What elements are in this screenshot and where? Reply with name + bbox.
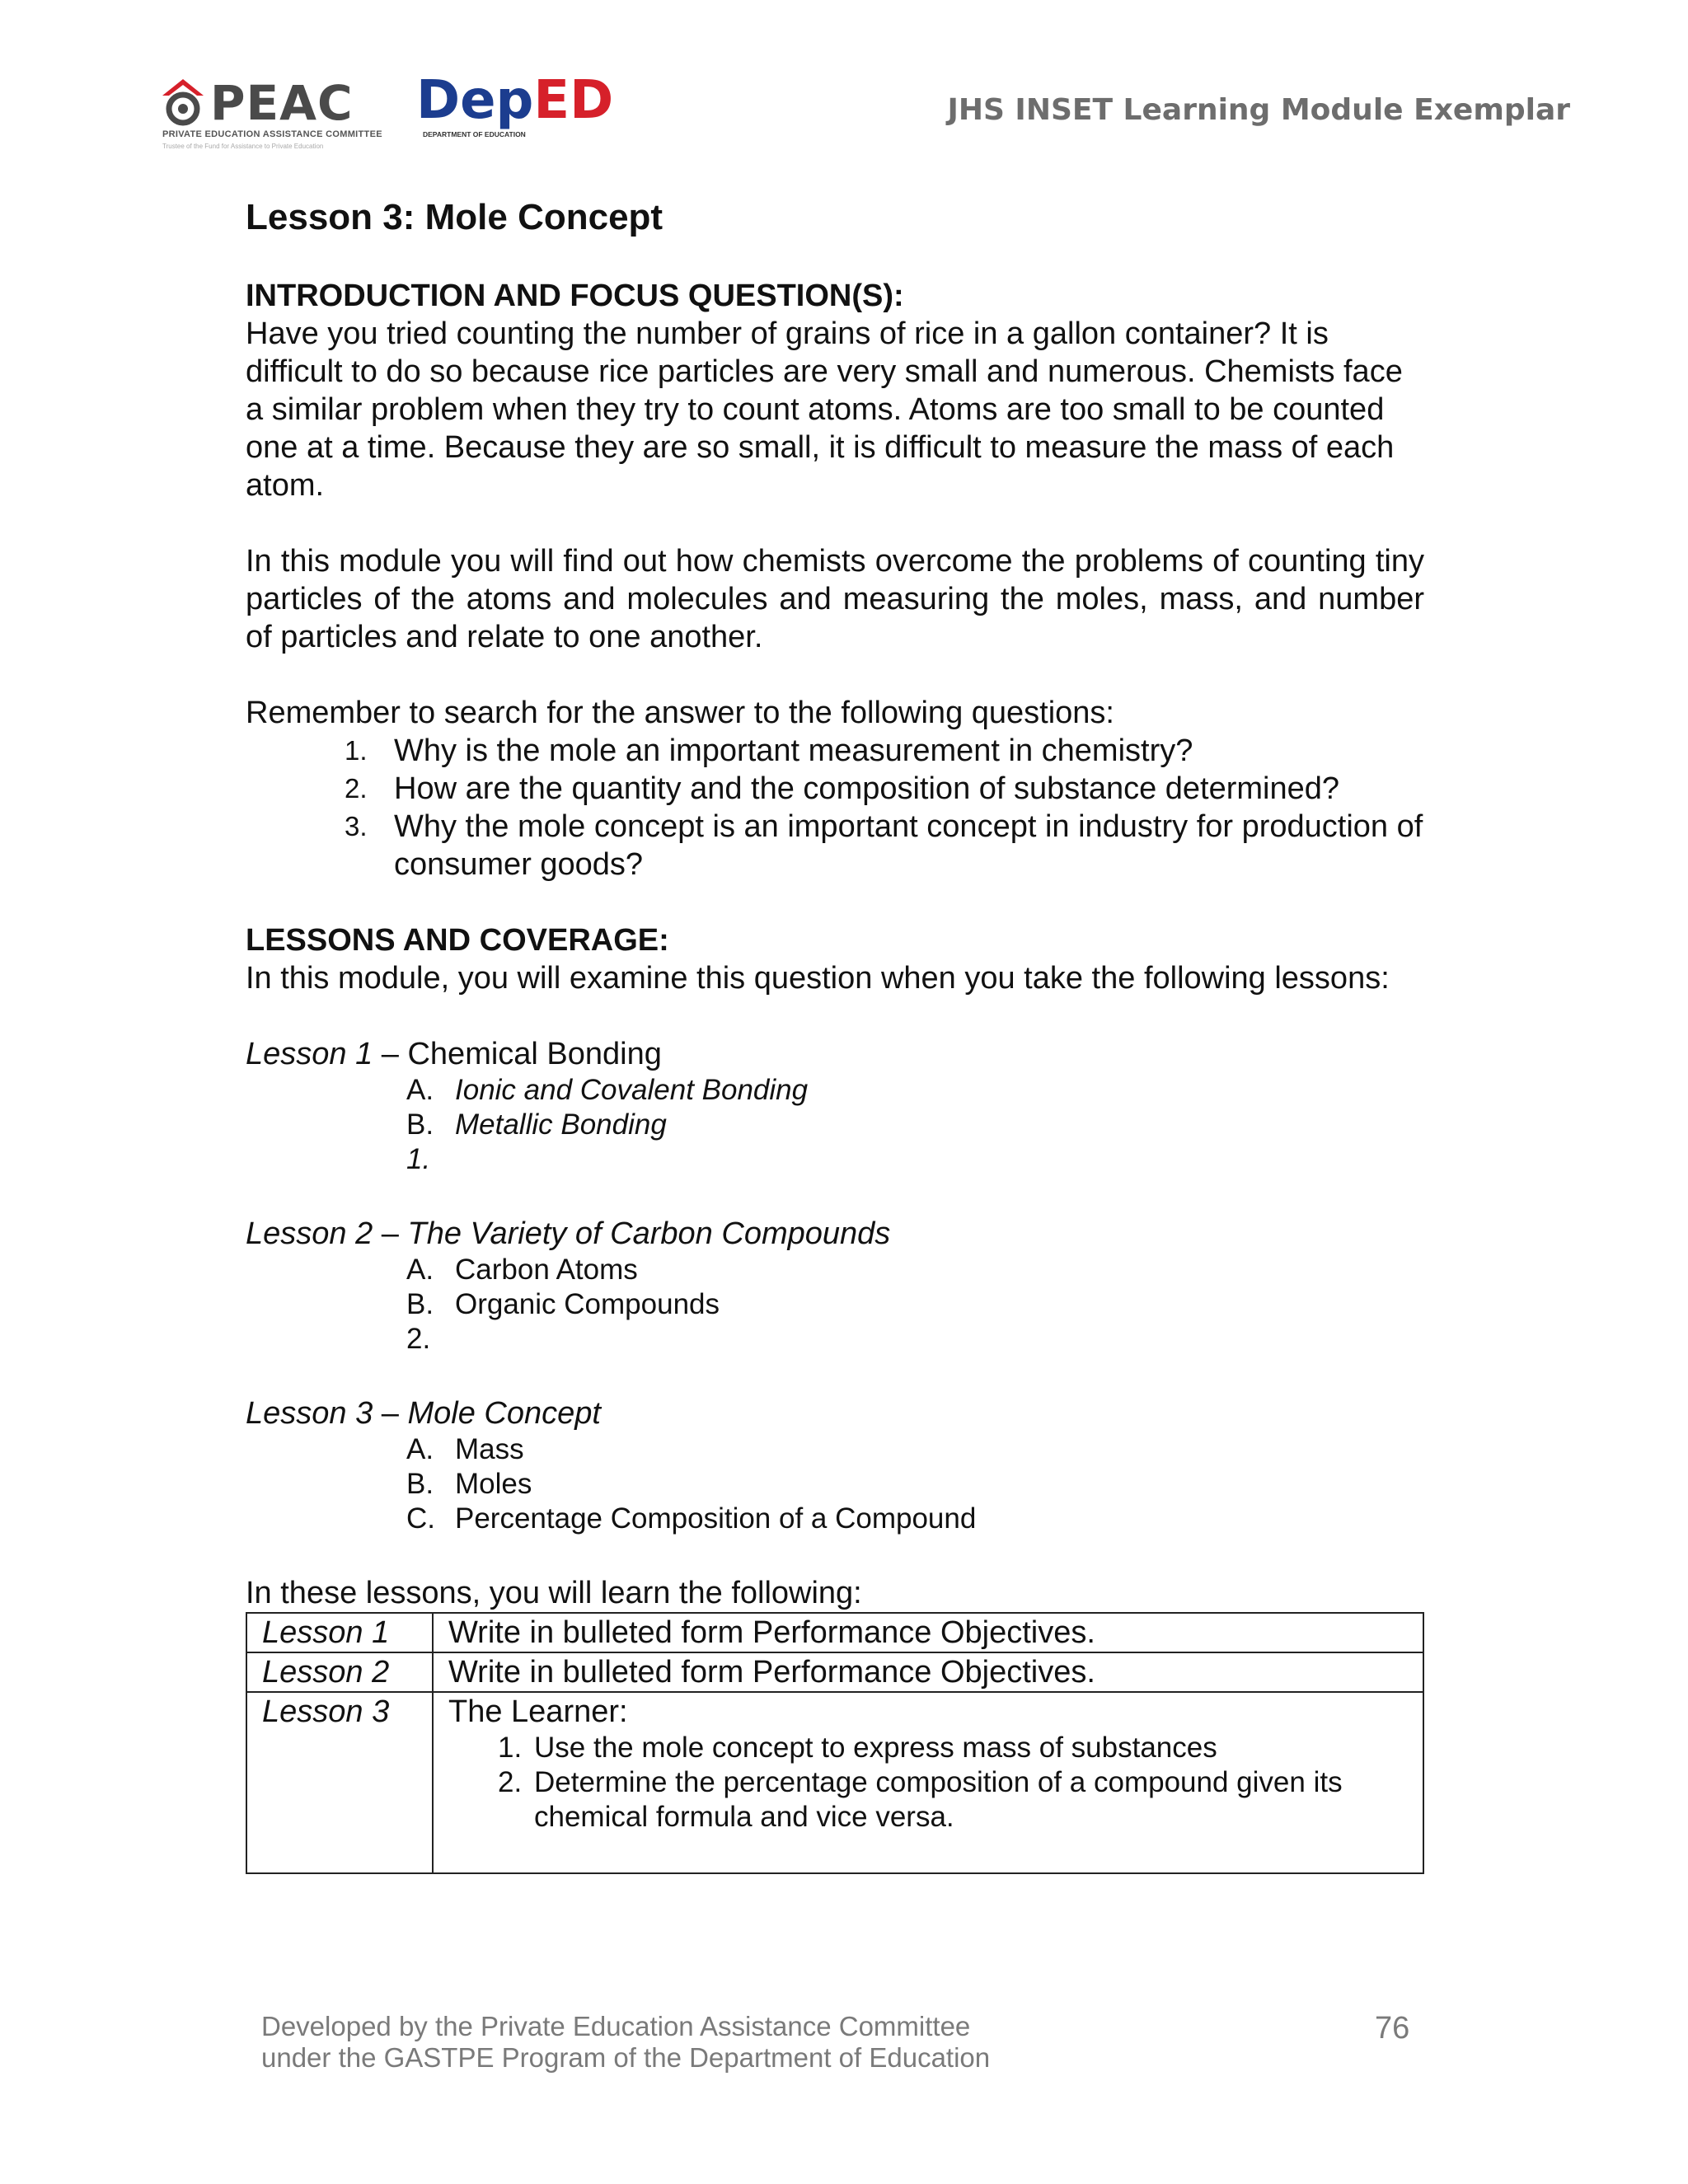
table-row [246,1613,1423,1652]
lesson-1-heading: Lesson 1 – Chemical Bonding [246,1037,662,1071]
table-cell-objective: Write in bulleted form Performance Objectives. [433,1652,1423,1692]
list-item: 2. How are the quantity and the composition of substance determined? [345,771,1340,806]
intro-paragraph-1: Have you tried counting the number of grains of rice in a gallon container? It is difficult to do so because rice particles are very small and numerous. Chemists face a similar problem when they try to count atoms. Atoms are too small to be counted one at a time. Because they are so small, it is difficult to measure the mass of each atom. [246,316,1403,503]
list-item: 1. [406,1143,431,1175]
footer-line-2: under the GASTPE Program of the Department of Education [261,2042,991,2073]
list-item: 1. Why is the mole an important measurement in chemistry? [345,733,1193,768]
learn-lead: In these lessons, you will learn the following: [246,1576,862,1610]
learner-objectives-list [448,1731,1408,1835]
objectives-table [246,1612,1424,1874]
coverage-heading: LESSONS AND COVERAGE: [246,923,669,958]
lesson-title: Lesson 3: Mole Concept [246,197,663,237]
table-cell-lesson: Lesson 1 [246,1613,433,1652]
lesson-2-topics [246,1253,1424,1357]
list-item: A. Carbon Atoms [406,1254,638,1286]
module-header-title: JHS INSET Learning Module Exemplar [947,93,1570,127]
table-cell-lesson: Lesson 3 [246,1692,433,1873]
lesson-3-heading: Lesson 3 – Mole Concept [246,1396,601,1431]
lesson-2-heading: Lesson 2 – The Variety of Carbon Compounds [246,1216,891,1251]
footer-credit [261,2011,990,2074]
lesson-3-topics [246,1432,1424,1536]
list-item: B. Moles [406,1468,532,1500]
table-cell-objective [433,1692,1423,1873]
page-content [246,194,1424,1874]
table-cell-lesson: Lesson 2 [246,1652,433,1692]
list-item: C. Percentage Composition of a Compound [406,1502,977,1535]
table-row [246,1652,1423,1692]
list-item: 1. Use the mole concept to express mass of substances [498,1732,1217,1764]
list-item: A. Ionic and Covalent Bonding [406,1074,809,1106]
questions-lead: Remember to search for the answer to the following questions: [246,696,1114,730]
list-item: B. Metallic Bonding [406,1108,667,1141]
lesson-1-topics [246,1073,1424,1177]
coverage-lead: In this module, you will examine this question when you take the following lessons: [246,961,1390,996]
peac-wordmark: PEAC [210,75,354,131]
footer-line-1: Developed by the Private Education Assistance Committee [261,2011,971,2041]
deped-subtitle: DEPARTMENT OF EDUCATION [423,130,526,138]
peac-logo [161,76,383,155]
deped-logo [416,66,614,148]
table-cell-objective: Write in bulleted form Performance Objectives. [433,1613,1423,1652]
peac-emblem-icon [161,77,205,127]
list-item: 2. Determine the percentage composition of a compound given its chemical formula and vice versa. [498,1766,1343,1833]
list-item: B. Organic Compounds [406,1288,720,1320]
deped-wordmark: DepED [416,70,614,131]
list-item: 3. Why the mole concept is an important concept in industry for production of consumer goods? [345,809,1423,882]
list-item: 2. [406,1323,431,1355]
learner-label: The Learner: [448,1694,628,1729]
list-item: A. Mass [406,1433,524,1465]
intro-heading: INTRODUCTION AND FOCUS QUESTION(S): [246,279,904,313]
peac-tagline: Trustee of the Fund for Assistance to Private Education [162,143,324,150]
intro-paragraph-2: In this module you will find out how chemists overcome the problems of counting tiny particles of the atoms and molecules and measuring the moles, mass, and number of particles and relate to one another. [246,544,1424,654]
peac-subtitle: PRIVATE EDUCATION ASSISTANCE COMMITTEE [162,129,382,139]
table-row [246,1692,1423,1873]
focus-questions-list [246,732,1424,883]
page-number: 76 [1375,2011,1410,2046]
